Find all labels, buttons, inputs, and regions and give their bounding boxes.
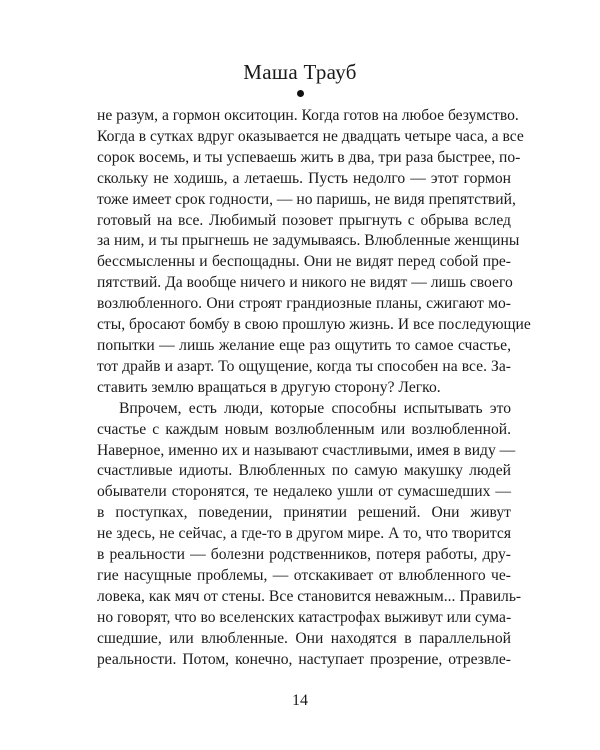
text-line: попытки — лишь желание еще раз ощутить то самое счастье, <box>97 336 511 354</box>
text-line: счастливые идиоты. Влюбленных по самую макушку людей <box>97 462 511 480</box>
text-line: в поступках, поведении, принятии решений. Они живут <box>97 504 511 522</box>
page-number: 14 <box>292 692 308 709</box>
header-ornament-dot <box>297 90 304 97</box>
text-line: за ним, и ты прыгнешь не задумываясь. Влюбленные женщины <box>97 232 520 250</box>
text-line: Наверное, именно их и называют счастливыми, имея в виду — <box>97 441 516 459</box>
text-line: возлюбленного. Они строят грандиозные планы, сжигают мо- <box>97 295 511 313</box>
text-line: скольку не ходишь, а летаешь. Пусть недолго — этот гормон <box>97 169 511 187</box>
text-line: реальности. Потом, конечно, наступает прозрение, отрезвле- <box>97 650 511 668</box>
text-line: пятствий. Да вообще ничего и никого не видят — лишь своего <box>97 274 513 292</box>
text-line: бессмысленны и беспощадны. Они не видят перед собой пре- <box>97 253 511 271</box>
text-line: сшедшие, или влюбленные. Они находятся в параллельной <box>97 629 511 647</box>
text-line: не разум, а гормон окситоцин. Когда готов на любое безумство. <box>97 107 519 124</box>
text-line: гие насущные проблемы, — отскакивает от влюбленного че- <box>97 566 511 584</box>
text-line: обыватели сторонятся, те недалеко ушли от сумасшедших — <box>97 483 511 501</box>
page-body-text <box>97 106 531 670</box>
text-line: в реальности — болезни родственников, потеря работы, дру- <box>97 546 511 564</box>
text-line: ставить землю вращаться в другую сторону? Легко. <box>97 378 441 396</box>
text-line: но говорят, что во вселенских катастрофах выживут или сума- <box>97 608 512 626</box>
text-line: ловека, как мяч от стены. Все становится неважным... Правиль- <box>97 587 522 605</box>
paragraph <box>97 106 531 399</box>
text-line: тоже имеет срок годности, — но паришь, не видя препятствий, <box>97 190 516 208</box>
text-line: Когда в сутках вдруг оказывается не двадцать четыре часа, а все <box>97 127 524 145</box>
text-line: готовый на все. Любимый позовет прыгнуть с обрыва вслед <box>97 211 511 229</box>
text-line: тот драйв и азарт. То ощущение, когда ты способен на все. За- <box>97 357 511 375</box>
paragraph <box>97 399 522 671</box>
text-line: сты, бросают бомбу в свою прошлую жизнь. И все последующие <box>97 316 531 334</box>
running-header-author: Маша Трауб <box>243 60 357 84</box>
text-line: Впрочем, есть люди, которые способны испытывать это <box>119 399 511 417</box>
text-line: сорок восемь, и ты успеваешь жить в два, три раза быстрее, по- <box>97 148 521 166</box>
text-line: не здесь, не сейчас, а где-то в другом мире. А то, что творится <box>97 525 511 543</box>
text-line: счастье с каждым новым возлюбленным или возлюбленной. <box>97 420 511 438</box>
